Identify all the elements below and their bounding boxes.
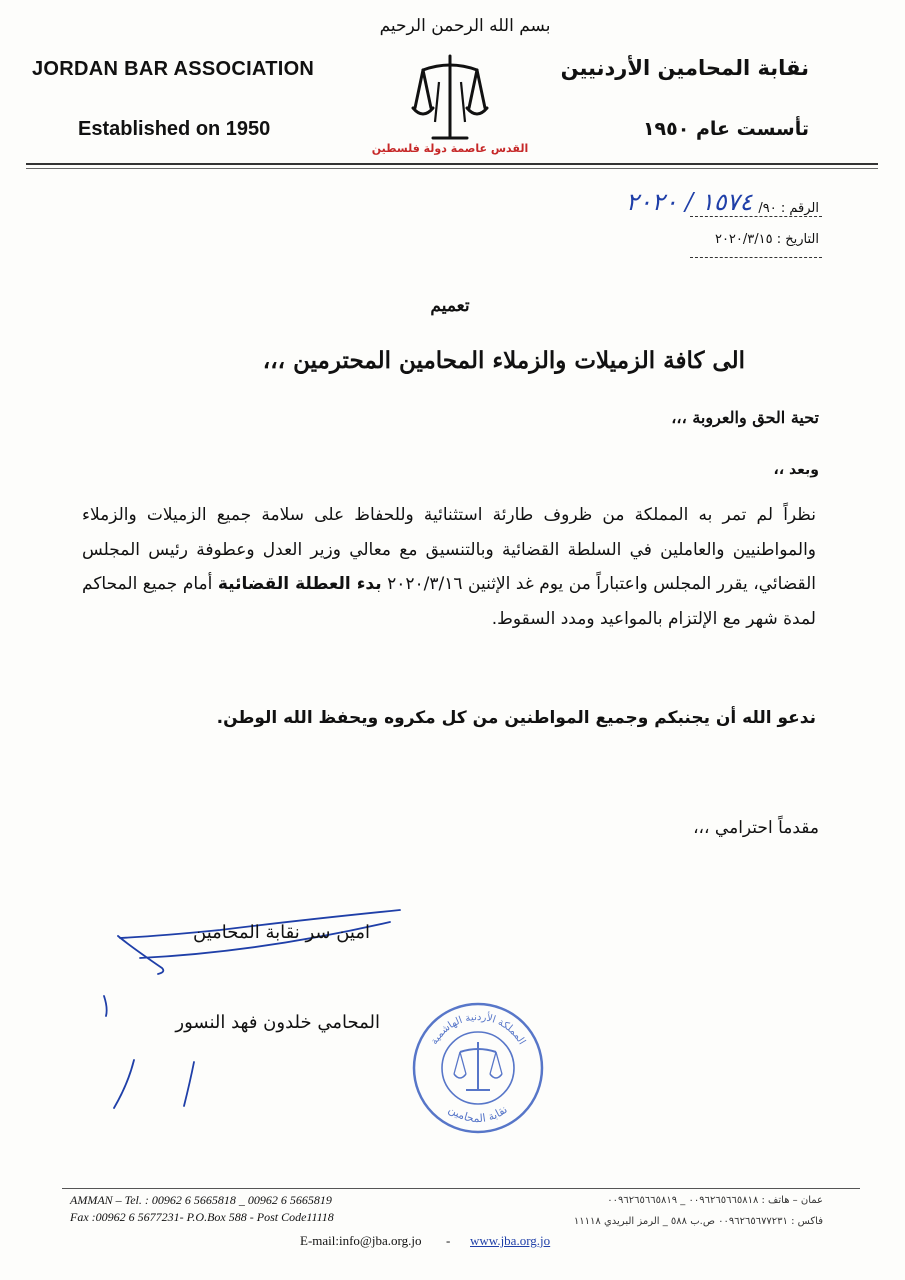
reference-dotted-line bbox=[690, 216, 822, 217]
closing-prayer: ندعو الله أن يجنبكم وجميع المواطنين من كل مكروه ويحفظ الله الوطن. bbox=[216, 708, 816, 728]
transition-word: وبعد ،، bbox=[773, 462, 819, 478]
footer-fax-arabic: فاكس : ٠٠٩٦٢٦٥٦٧٧٢٣١ ص.ب ٥٨٨ _ الرمز البريدي ١١١١٨ bbox=[573, 1216, 823, 1227]
org-name-arabic: نقابة المحامين الأردنيين bbox=[560, 56, 809, 80]
signer-title: امين سر نقابة المحامين bbox=[193, 922, 370, 943]
reference-handwritten: ١٥٧٤ / ٢٠٢٠ bbox=[625, 188, 753, 216]
footer-separator: - bbox=[446, 1233, 451, 1248]
main-paragraph bbox=[82, 498, 816, 636]
circular-title: تعميم bbox=[430, 296, 470, 316]
paragraph-highlight: بدء العطلة القضائية bbox=[217, 574, 382, 594]
paragraph-text-before: نظراً لم تمر به المملكة من ظروف طارئة استثنائية وللحفاظ على سلامة جميع الزميلات والزملاء والمواطنيين والعاملين في السلطة القضائية وبالتنسيق مع معالي وزير العدل وعطوفة رئيس المجلس القضائي، يقرر المجلس واعتباراً من يوم غد الإثنين ٢٠٢٠/٣/١٦ bbox=[82, 505, 817, 594]
regards-line: مقدماً احترامي ،،، bbox=[693, 818, 819, 838]
footer-fax-english: Fax :00962 6 5677231- P.O.Box 588 - Post Code11118 bbox=[70, 1210, 334, 1224]
reference-number bbox=[626, 188, 819, 216]
stamp-outer-text: المملكة الأردنية الهاشمية bbox=[428, 1011, 528, 1047]
scales-of-justice-logo bbox=[405, 52, 495, 144]
document-date: التاريخ : ٢٠٢٠/٣/١٥ bbox=[714, 232, 819, 247]
org-name-english: JORDAN BAR ASSOCIATION bbox=[32, 58, 315, 80]
stamp-inner-text: نقابة المحامين bbox=[446, 1102, 510, 1126]
footer-website-link[interactable]: www.jba.org.jo bbox=[470, 1233, 551, 1248]
header-divider-thin bbox=[26, 168, 878, 169]
signer-name: المحامي خلدون فهد النسور bbox=[175, 1012, 380, 1033]
basmala: بسم الله الرحمن الرحيم bbox=[379, 16, 551, 36]
association-seal-stamp bbox=[408, 998, 548, 1138]
svg-text:نقابة المحامين bbox=[446, 1103, 510, 1125]
addressee-line: الى كافة الزميلات والزملاء المحامين المحترمين ،،، bbox=[262, 347, 745, 374]
paragraph-text-after: أمام جميع المحاكم لمدة شهر مع الإلتزام بالمواعيد ومدد السقوط. bbox=[82, 574, 816, 629]
established-english: Established on 1950 bbox=[78, 118, 271, 140]
footer-email-link[interactable]: E-mail:info@jba.org.jo bbox=[300, 1233, 422, 1248]
date-dotted-line bbox=[690, 257, 822, 258]
footer-phone-english: AMMAN – Tel. : 00962 6 5665818 _ 00962 6 5665819 bbox=[70, 1193, 332, 1207]
established-arabic: تأسست عام ١٩٥٠ bbox=[642, 118, 809, 140]
header-divider bbox=[26, 163, 878, 165]
footer-phone-arabic: عمان – هاتف : ٠٠٩٦٢٦٥٦٦٥٨١٨ _ ٠٠٩٦٢٦٥٦٦٥٨١٩ bbox=[607, 1195, 823, 1206]
quds-slogan: القدس عاصمة دولة فلسطين bbox=[371, 142, 529, 155]
svg-text:المملكة الأردنية الهاشمية bbox=[429, 1011, 527, 1047]
reference-label: الرقم : ٩٠/ bbox=[758, 201, 819, 216]
footer-divider bbox=[62, 1188, 860, 1189]
greeting: تحية الحق والعروبة ،،، bbox=[671, 408, 819, 427]
